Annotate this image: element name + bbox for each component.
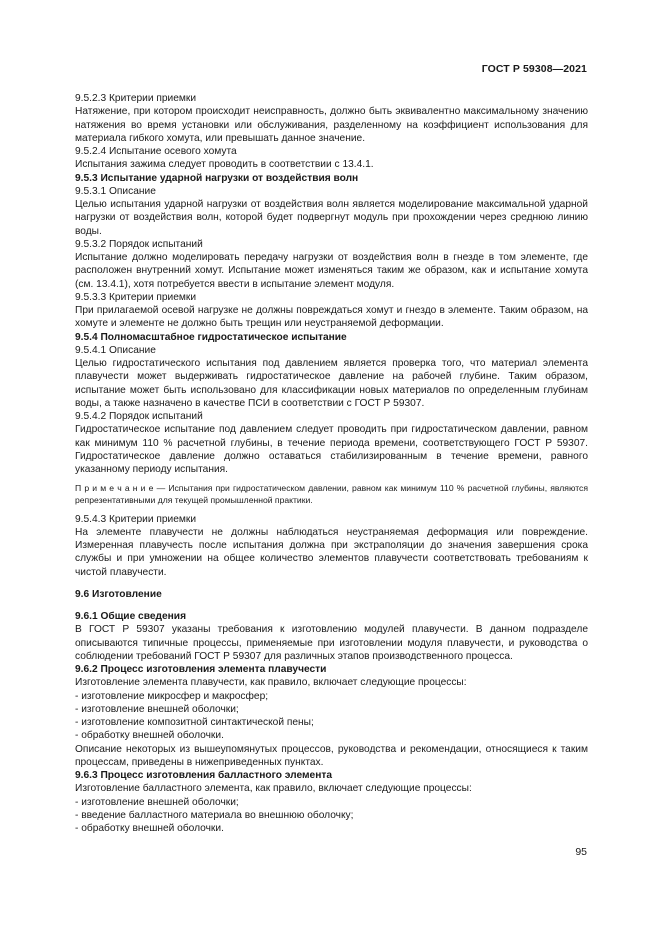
clause-9-5-3-1-title: 9.5.3.1 Описание [75, 185, 156, 197]
clause-9-5-2-4-title: 9.5.2.4 Испытание осевого хомута [75, 146, 237, 157]
clause-9-5-4-2-title: 9.5.4.2 Порядок испытаний [75, 411, 203, 422]
clause-9-5-3-1-text: Целью испытания ударной нагрузки от воздействия волн является моделирование максимальной ударной нагрузки от воздействия волн, которой будет подвергнут модуль при прохождении через среднюю линию воды. [75, 199, 588, 237]
ballast-process-list [75, 796, 588, 836]
clause-9-5-4-1-text: Целью гидростатического испытания под давлением является проверка того, что материал элемента плавучести может выдерживать гидростатическое давление на рабочей глубине. Таким образом, испытание может быть использовано для классификации новых материалов по определенным глубинам воды, а также назначено в качестве ПСИ в соответствии с ГОСТ Р 59307. [75, 358, 588, 409]
document-body [75, 92, 588, 835]
note-hydrostatic: П р и м е ч а н и е — Испытания при гидростатическом давлении, равном как минимум 110 % расчетной глубины, являются репрезентативными для текущей промышленной практики. [75, 483, 588, 506]
list-item: - изготовление внешней оболочки; [75, 796, 239, 808]
clause-9-6-2-heading: 9.6.2 Процесс изготовления элемента плавучести [75, 664, 327, 676]
clause-9-6-1-text: В ГОСТ Р 59307 указаны требования к изготовлению модулей плавучести. В данном подразделе описываются типичные процессы, применяемые при изготовлении модуля плавучести, и руководства о соблюдении требований ГОСТ Р 59307 для различных этапов производственного процесса. [75, 624, 588, 662]
clause-9-5-2-3-text: Натяжение, при котором происходит неисправность, должно быть эквивалентно максимальному значению натяжения во время установки или обслуживания, разделенному на коэффициент использования для материала гибкого хомута, или превышать данное значение. [75, 106, 588, 144]
clause-9-5-2-3-title: 9.5.2.3 Критерии приемки [75, 93, 197, 104]
clause-9-6-2-intro: Изготовление элемента плавучести, как правило, включает следующие процессы: [75, 677, 467, 689]
clause-9-5-3-3-title: 9.5.3.3 Критерии приемки [75, 291, 197, 303]
section-9-6-heading: 9.6 Изготовление [75, 588, 162, 600]
clause-9-5-4-1-title: 9.5.4.1 Описание [75, 344, 156, 356]
document-header-id: ГОСТ Р 59308—2021 [481, 63, 587, 75]
clause-9-5-3-heading: 9.5.3 Испытание ударной нагрузки от воздействия волн [75, 172, 359, 184]
buoyancy-process-list [75, 690, 588, 743]
clause-9-5-2-4-text: Испытания зажима следует проводить в соответствии с 13.4.1. [75, 159, 374, 171]
list-item: - обработку внешней оболочки. [75, 823, 224, 835]
list-item: - обработку внешней оболочки. [75, 730, 224, 742]
clause-9-5-3-3-text: При прилагаемой осевой нагрузке не должны повреждаться хомут и гнездо в элементе. Таким образом, на хомуте и элементе не должно быть трещин или неустраняемой деформации. [75, 305, 588, 330]
list-item: - введение балластного материала во внешнюю оболочку; [75, 809, 354, 821]
clause-9-6-3-intro: Изготовление балластного элемента, как правило, включает следующие процессы: [75, 783, 472, 795]
clause-9-6-2-text: Описание некоторых из вышеупомянутых процессов, руководства и рекомендации, относящиеся к таким процессам, приведены в нижеприведенных пунктах. [75, 743, 588, 768]
clause-9-5-4-3-title: 9.5.4.3 Критерии приемки [75, 513, 197, 525]
page-number: 95 [575, 846, 587, 858]
clause-9-5-4-3-text: На элементе плавучести не должны наблюдаться неустраняемая деформация или повреждение. Измеренная плавучесть после испытания должна при экстраполяции до значения завершения срока службы и при умножении на общее количество элементов плавучести соответствовать требованиям к чистой плавучести. [75, 526, 588, 578]
list-item: - изготовление внешней оболочки; [75, 703, 239, 715]
clause-9-6-1-heading: 9.6.1 Общие сведения [75, 611, 187, 623]
clause-9-5-3-2-title: 9.5.3.2 Порядок испытаний [75, 238, 203, 250]
clause-9-5-3-2-text: Испытание должно моделировать передачу нагрузки от воздействия волн в гнезде в том элементе, где расположен внутренний хомут. Испытание может изменяться таким же образом, как и испытание хомута (см. 13.4.1), хотя потребуется ввести в испытание элемент модуля. [75, 252, 588, 290]
list-item: - изготовление композитной синтактической пены; [75, 717, 314, 729]
clause-9-6-3-heading: 9.6.3 Процесс изготовления балластного элемента [75, 770, 333, 782]
clause-9-5-4-2-text: Гидростатическое испытание под давлением следует проводить при гидростатическом давлении, равном как минимум 110 % расчетной глубины, в течение периода времени, соответствующего ГОСТ Р 59307. Гидростатическое давление должно оставаться стабилизированным в течение времени, равного указанному периоду испытания. [75, 424, 588, 475]
clause-9-5-4-heading: 9.5.4 Полномасштабное гидростатическое испытание [75, 331, 347, 343]
list-item: - изготовление микросфер и макросфер; [75, 690, 269, 702]
